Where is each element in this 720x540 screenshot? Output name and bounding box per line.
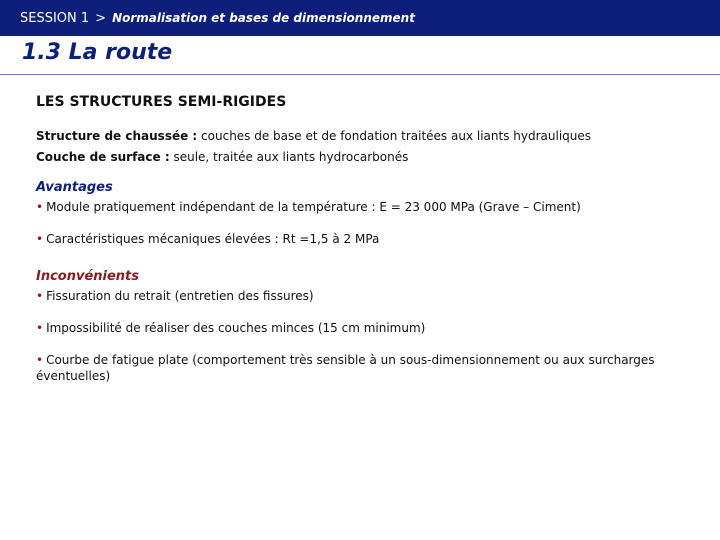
definition-structure [36,126,696,147]
breadcrumb-topic: Normalisation et bases de dimensionnement [112,11,415,25]
disadvantage-text: Fissuration du retrait (entretien des fissures) [46,289,314,303]
advantages-heading: Avantages [36,180,113,195]
definition-term: Structure de chaussée : [36,129,198,143]
advantage-text: Module pratiquement indépendant de la température : E = 23 000 MPa (Grave – Ciment) [46,200,581,214]
disadvantages-heading: Inconvénients [36,269,140,284]
bullet-icon: • [36,321,44,335]
advantage-item [36,199,696,215]
advantage-text: Caractéristiques mécaniques élevées : Rt =1,5 à 2 MPa [46,232,380,246]
definition-text: couches de base et de fondation traitées aux liants hydrauliques [201,129,592,143]
disadvantage-item [36,352,696,384]
title-divider [0,74,720,75]
breadcrumb-session: SESSION 1 [20,11,90,26]
definition-text: seule, traitée aux liants hydrocarbonés [173,150,409,164]
disadvantage-text: Courbe de fatigue plate (comportement très sensible à un sous-dimensionnement ou aux surcharges éventuelles) [36,353,655,383]
slide-content [36,94,696,400]
definition-term: Couche de surface : [36,150,170,164]
header-bar [0,0,720,36]
breadcrumb-separator: > [95,11,107,26]
bullet-icon: • [36,353,44,367]
definition-surface [36,147,696,168]
advantage-item [36,231,696,247]
section-heading: LES STRUCTURES SEMI-RIGIDES [36,94,287,110]
page-title: 1.3 La route [22,40,173,65]
bullet-icon: • [36,232,44,246]
bullet-icon: • [36,289,44,303]
bullet-icon: • [36,200,44,214]
disadvantage-item [36,320,696,336]
disadvantage-text: Impossibilité de réaliser des couches minces (15 cm minimum) [46,321,426,335]
disadvantage-item [36,288,696,304]
